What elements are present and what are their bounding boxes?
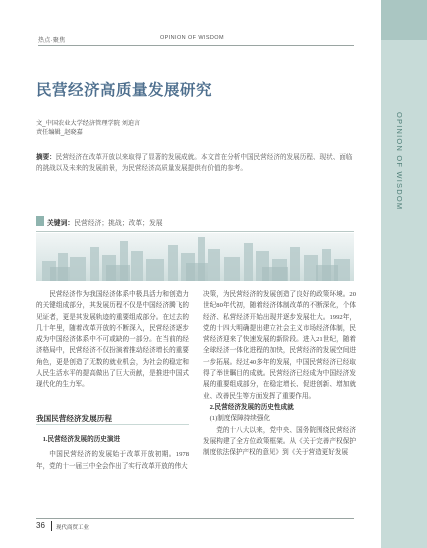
subheading-achievements: 2.民营经济发展的历史性成就 xyxy=(209,403,294,411)
footer-rule xyxy=(36,518,354,519)
body-column-right xyxy=(203,289,356,458)
abstract xyxy=(36,152,354,174)
keywords-marker xyxy=(36,216,44,226)
section-heading xyxy=(36,412,189,426)
side-band-vertical-text: OPINION OF WISDOM xyxy=(395,112,404,211)
body-paragraph-intro: 民营经济作为我国经济体系中极具活力和创造力的关键组成部分，其发展历程不仅是中国经济腾飞的见证者，更是其发展轨迹的重要组成部分。在过去的几十年里，随着改革开放的不断深入，民营经济逐步成为中国经济体系中不可或缺的一部分。在当前的经济格局中，民营经济不仅扮演着推动经济增长的重要角色，更是创造了无数的就业机会，为社会的稳定和人民生活水平的提高做出了巨大贡献，是推进中国式现代化的生力军。 xyxy=(36,291,189,389)
abstract-label: 摘要： xyxy=(36,154,56,161)
body-paragraph-history: 中国民营经济的发展始于改革开放初期。1978年，党的十一届三中全会作出了实行改革开放的伟大 xyxy=(36,451,189,470)
editor-line: 责任编辑_赵晓嘉 xyxy=(36,129,83,136)
header-column-name: OPINION OF WISDOM xyxy=(160,35,224,41)
header-rule xyxy=(38,45,354,46)
side-band-top-block xyxy=(381,0,427,40)
section-heading-text: 我国民营经济发展历程 xyxy=(36,414,112,423)
skyline-illustration xyxy=(36,233,354,281)
footer-separator xyxy=(51,521,52,531)
author-block xyxy=(36,119,140,137)
magazine-name: 现代商贸工业 xyxy=(56,525,90,531)
side-color-band xyxy=(381,0,427,548)
header-section-label: 热点·聚焦 xyxy=(38,38,66,44)
subheading-history: 1.民营经济发展的历史演进 xyxy=(42,436,121,443)
body-column-left xyxy=(36,289,189,391)
body-paragraph-continued: 决策，为民营经济的发展创造了良好的政策环境。20世纪80年代初，随着经济体制改革的不断深化，个体经济、私营经济开始出现并逐步发展壮大。1992年，党的十四大明确提出建立社会主义市场经济体制，民营经济迎来了快速发展的新阶段。进入21世纪，随着全球经济一体化进程的加快，民营经济的发展空间进一步拓展。经过40多年的发展，中国民营经济已经取得了举世瞩目的成就。民营经济已经成为中国经济发展的重要组成部分，在稳定增长、促进创新、增加就业、改善民生等方面发挥了重要作用。 xyxy=(203,291,356,400)
article-title: 民营经济高质量发展研究 xyxy=(36,82,213,99)
keywords-label: 关键词： xyxy=(47,220,75,227)
abstract-text: 民营经济在改革开放以来取得了显著的发展成就。本文首在分析中国民营经济的发展历程、现状、面临的挑战以及未来的发展前景，为民营经济高质量发展提供有价值的参考。 xyxy=(36,154,353,172)
keywords-line xyxy=(47,217,163,227)
city-skyline-image xyxy=(36,233,354,281)
keywords-text: 民营经济；挑战；改革；发展 xyxy=(74,220,163,227)
page-number: 36 xyxy=(36,521,45,530)
author-line: 文_中国农业大学经济管理学院 刘迫言 xyxy=(36,120,141,127)
subheading-institutional: (1)制度保障持续强化 xyxy=(209,415,271,423)
section-heading-rule xyxy=(36,424,189,425)
body-paragraph-policy: 党的十八大以来，党中央、国务院围绕民营经济发展构建了全方位政策框架。从《关于完善产权保护制度依法保护产权的意见》到《关于营造更好发展 xyxy=(203,426,356,457)
keywords-box xyxy=(36,212,354,232)
body-column-left-lower xyxy=(36,434,189,472)
